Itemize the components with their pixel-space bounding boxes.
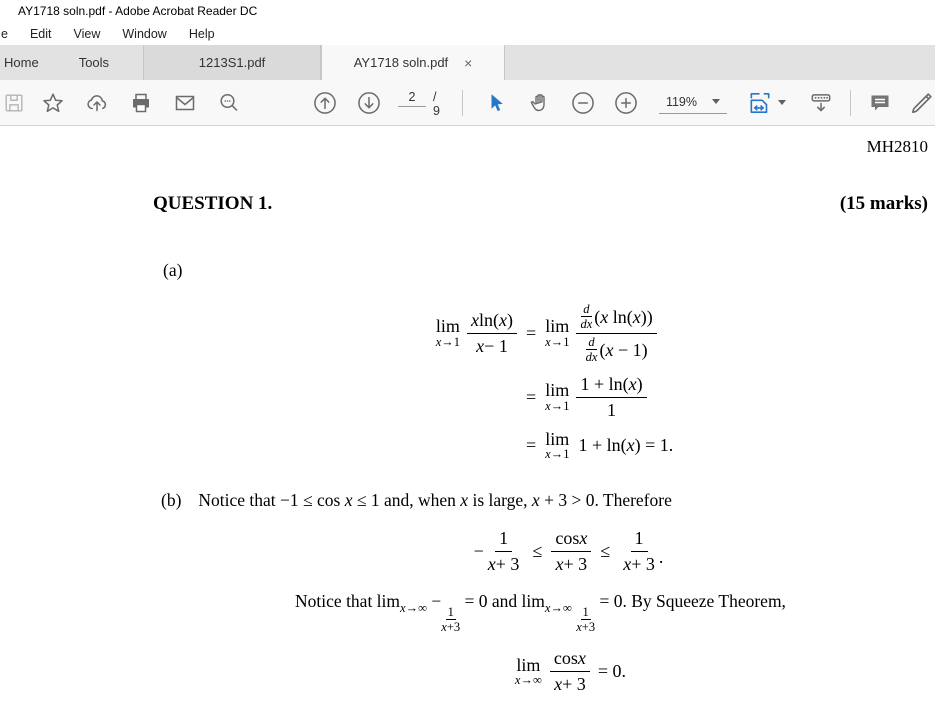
tab-home[interactable]: Home — [4, 55, 39, 70]
marquee-zoom-button[interactable] — [216, 90, 242, 116]
course-code: MH2810 — [866, 137, 928, 156]
fraction: $\frac{d}{dx}$ (x ln(x)) $\frac{d}{dx}$ (x − 1) — [576, 303, 656, 365]
comment-bubble-icon — [868, 91, 892, 115]
equation-a-line-1 — [415, 303, 928, 365]
star-icon — [41, 91, 65, 115]
question-marks: (15 marks) — [839, 193, 928, 214]
limit-operator: lim x→1 — [545, 428, 570, 462]
tab-spacer — [131, 45, 143, 80]
next-page-button[interactable] — [356, 90, 382, 116]
previous-page-button[interactable] — [312, 90, 338, 116]
menu-bar — [0, 22, 935, 45]
toolbar-divider — [850, 90, 851, 116]
equation-a-line-3: = lim x→1 1 + ln(x) = 1. — [526, 428, 674, 462]
window-title: AY1718 soln.pdf - Adobe Acrobat Reader DC — [18, 4, 258, 18]
minus-circle-icon — [570, 90, 596, 116]
menu-view[interactable]: View — [73, 26, 101, 41]
tab-document-1213s1[interactable] — [143, 45, 321, 80]
page-total-label: / 9 — [433, 89, 440, 118]
limit-operator: lim x→1 — [435, 316, 460, 350]
equals-sign: = — [526, 386, 537, 407]
zoom-out-button[interactable] — [570, 90, 596, 116]
hand-tool-button[interactable] — [527, 90, 553, 116]
minus-sign: − — [473, 541, 484, 562]
main-toolbar — [0, 80, 935, 126]
tab-document-ay1718-label: AY1718 soln.pdf — [353, 55, 449, 70]
tab-tools[interactable]: Tools — [78, 55, 110, 70]
menu-help[interactable]: Help — [188, 26, 215, 41]
page-number-control — [398, 87, 445, 118]
print-button[interactable] — [128, 90, 154, 116]
equation-a-line-2 — [415, 374, 928, 421]
pen-icon — [909, 90, 935, 116]
fraction: 1 x + 3 — [623, 528, 655, 575]
fraction: cos x x + 3 — [551, 528, 591, 575]
arrow-down-circle-icon — [356, 90, 382, 116]
chevron-down-icon — [778, 100, 786, 105]
zoom-level-value: 119% — [665, 94, 697, 109]
window-titlebar — [0, 0, 935, 22]
favorite-button[interactable] — [40, 90, 66, 116]
tab-bar — [0, 45, 935, 80]
fraction: 1 x + 3 — [487, 528, 520, 575]
arrow-up-circle-icon — [312, 90, 338, 116]
email-button[interactable] — [172, 90, 198, 116]
zoom-level-control[interactable] — [659, 92, 727, 114]
part-b-intro-text: Notice that −1 ≤ cos x ≤ 1 and, when x is large, x + 3 > 0. Therefore — [198, 490, 672, 511]
fraction: cos x x + 3 — [550, 648, 590, 695]
envelope-icon — [173, 91, 197, 115]
draw-button[interactable] — [909, 90, 935, 116]
d-dx-operator: $\frac{d}{dx}$ — [580, 302, 593, 332]
zoom-in-button[interactable] — [613, 90, 639, 116]
part-a-label: (a) — [163, 260, 183, 280]
question-title: QUESTION 1. — [153, 193, 273, 214]
hand-icon — [528, 91, 552, 115]
limit-operator: lim x→1 — [545, 379, 570, 413]
pointer-icon — [484, 91, 508, 115]
fit-width-icon — [747, 90, 773, 116]
part-b-label: (b) — [161, 490, 182, 511]
tab-document-ay1718-active[interactable] — [321, 45, 505, 80]
search-zoom-icon — [217, 91, 241, 115]
menu-edit[interactable]: Edit — [29, 26, 52, 41]
plus-circle-icon — [613, 90, 639, 116]
menu-file[interactable]: e — [1, 26, 8, 41]
period: . — [658, 547, 664, 568]
save-button[interactable] — [1, 90, 27, 116]
squeeze-theorem-line: Notice that $\lim_{x\to\infty}$ − $\frac{1}{x+3}$ = 0 and $\lim_{x\to\infty}$ $\frac{1}{x+3}$ = 0. By Squeeze Theorem, — [295, 591, 786, 635]
limit-operator: lim x→1 — [545, 316, 570, 350]
menu-window[interactable]: Window — [122, 26, 167, 41]
fit-width-control[interactable] — [747, 90, 786, 116]
page-number-input[interactable] — [398, 87, 426, 107]
fraction: x ln( x ) x − 1 — [467, 310, 517, 357]
cloud-upload-icon — [85, 91, 109, 115]
pdf-page-canvas[interactable] — [0, 126, 935, 705]
chevron-down-icon — [712, 99, 720, 104]
toolbar-divider — [462, 90, 463, 116]
scroll-mode-icon — [808, 90, 834, 116]
scroll-mode-button[interactable] — [808, 90, 834, 116]
d-dx-operator: $\frac{d}{dx}$ — [585, 335, 598, 365]
printer-icon — [129, 91, 153, 115]
tab-close-icon[interactable]: × — [464, 54, 473, 71]
equation-block-a — [415, 303, 928, 462]
equation-block-b-result — [183, 648, 935, 695]
limit-operator: lim x→∞ — [514, 654, 542, 688]
equals-sign: = — [526, 323, 537, 344]
equals-sign: = — [526, 435, 537, 456]
equals-zero: = 0. — [597, 661, 627, 682]
leq-sign: ≤ — [600, 541, 611, 562]
leq-sign: ≤ — [532, 541, 543, 562]
question-header — [153, 193, 928, 215]
part-b-paragraph — [153, 490, 928, 511]
share-button[interactable] — [84, 90, 110, 116]
save-icon — [3, 92, 25, 114]
select-tool-button[interactable] — [483, 90, 509, 116]
tab-document-1213s1-label: 1213S1.pdf — [198, 55, 266, 70]
comment-button[interactable] — [867, 90, 893, 116]
equation-block-b-inequality — [181, 528, 935, 575]
fraction: 1 + ln( x ) 1 — [576, 374, 646, 421]
